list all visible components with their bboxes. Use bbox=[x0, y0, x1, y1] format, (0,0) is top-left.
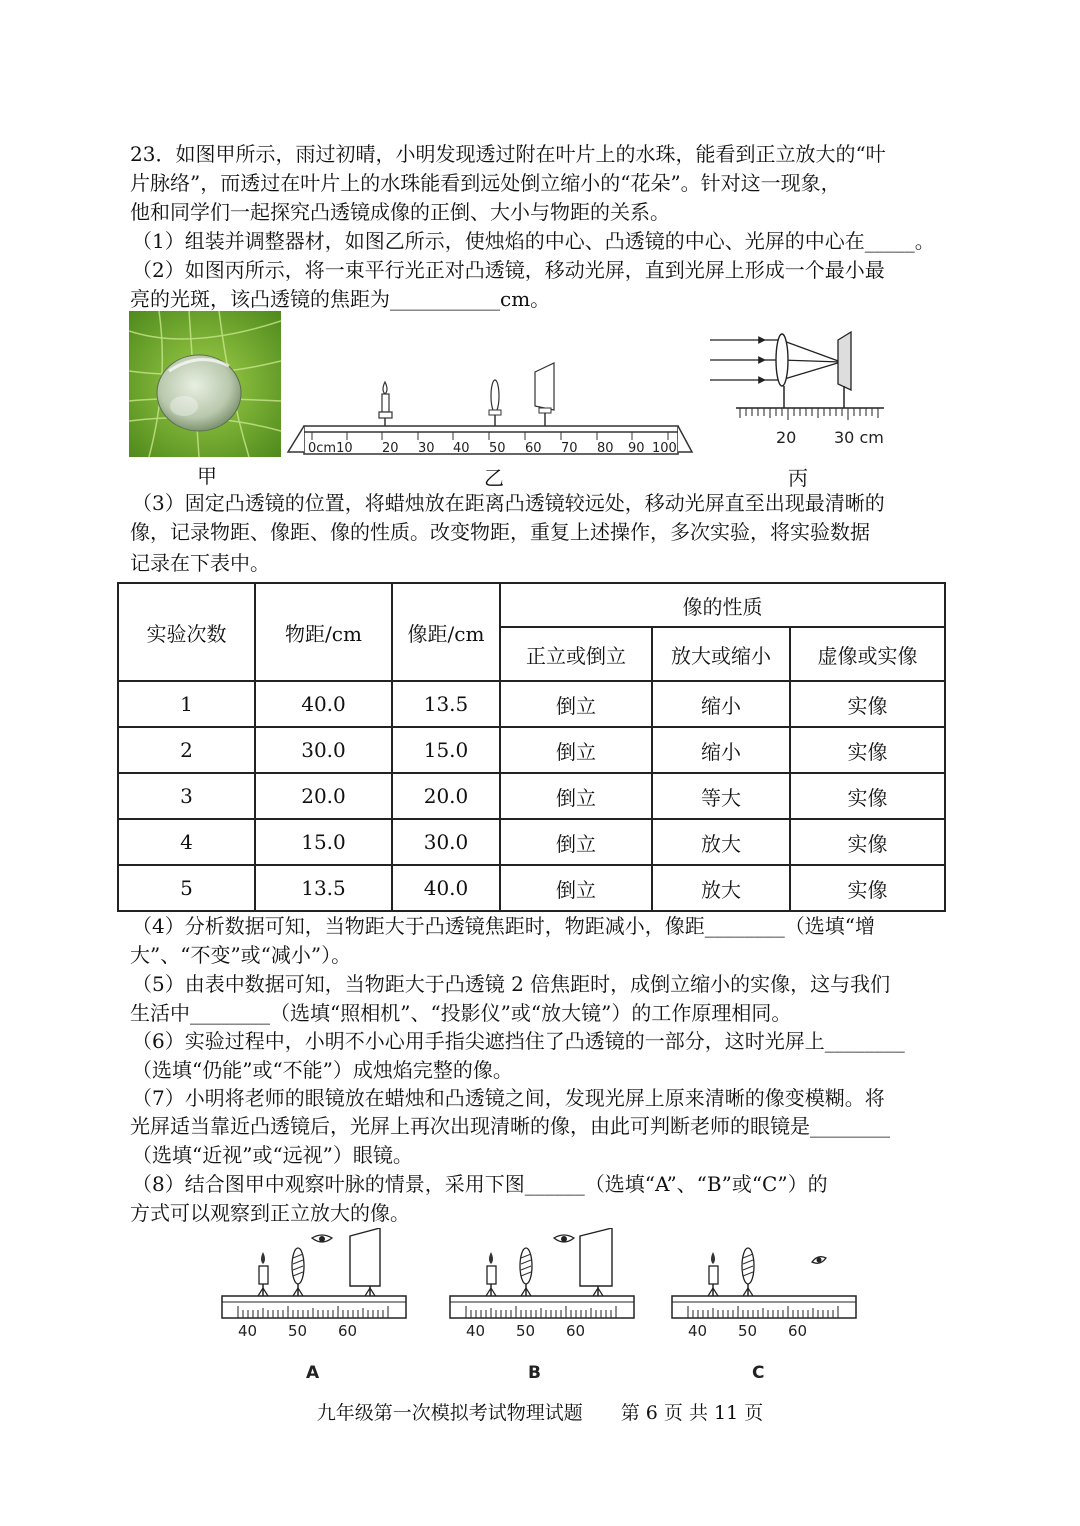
table-cell: 2 bbox=[118, 727, 255, 773]
eye-icon bbox=[554, 1235, 574, 1242]
table-row bbox=[118, 727, 945, 773]
figure-jia-label: 甲 bbox=[197, 464, 217, 488]
table-cell: 实像 bbox=[790, 727, 945, 773]
table-cell: 实像 bbox=[790, 681, 945, 727]
figure-yi-label: 乙 bbox=[484, 466, 504, 490]
eye-icon bbox=[812, 1257, 826, 1264]
table-row bbox=[118, 773, 945, 819]
ruler-tick-label: 60 bbox=[788, 1322, 808, 1340]
table-cell: 40.0 bbox=[392, 865, 500, 911]
question-part-3-line-1: （3）固定凸透镜的位置，将蜡烛放在距离凸透镜较远处，移动光屏直至出现最清晰的 bbox=[132, 491, 885, 515]
question-part-6-line-1: （6）实验过程中，小明不小心用手指尖遮挡住了凸透镜的一部分，这时光屏上________ bbox=[132, 1029, 905, 1053]
table-cell: 等大 bbox=[652, 773, 790, 819]
table-cell: 3 bbox=[118, 773, 255, 819]
table-cell: 15.0 bbox=[255, 819, 392, 865]
focal-length-figure bbox=[706, 328, 888, 452]
question-part-1: （1）组装并调整器材，如图乙所示，使烛焰的中心、凸透镜的中心、光屏的中心在_____。 bbox=[132, 229, 935, 253]
bench-tick-label: 100 bbox=[652, 441, 677, 456]
candle-icon bbox=[486, 1252, 496, 1296]
table-cell: 实像 bbox=[790, 865, 945, 911]
table-cell: 倒立 bbox=[500, 865, 652, 911]
option-b-label: B bbox=[528, 1363, 541, 1383]
table-cell: 20.0 bbox=[392, 773, 500, 819]
header-size: 放大或缩小 bbox=[652, 627, 790, 681]
leaf-droplet-photo bbox=[129, 311, 281, 457]
table-cell: 5 bbox=[118, 865, 255, 911]
optical-bench-figure bbox=[282, 360, 694, 460]
table-row bbox=[118, 819, 945, 865]
table-cell: 4 bbox=[118, 819, 255, 865]
question-part-7-line-1: （7）小明将老师的眼镜放在蜡烛和凸透镜之间，发现光屏上原来清晰的像变模糊。将 bbox=[132, 1086, 885, 1110]
figure-bing-label: 丙 bbox=[788, 466, 808, 490]
ruler-tick-label: 40 bbox=[238, 1322, 258, 1340]
table-cell: 倒立 bbox=[500, 727, 652, 773]
convex-lens-icon bbox=[489, 380, 501, 426]
ruler-tick-label: 50 bbox=[516, 1322, 536, 1340]
table-cell: 倒立 bbox=[500, 819, 652, 865]
question-part-7-line-2: 光屏适当靠近凸透镜后，光屏上再次出现清晰的像，由此可判断老师的眼镜是________ bbox=[130, 1114, 890, 1138]
question-part-7-line-3: （选填“近视”或“远视”）眼镜。 bbox=[132, 1143, 413, 1167]
question-part-3-line-2: 像，记录物距、像距、像的性质。改变物距，重复上述操作，多次实验，将实验数据 bbox=[130, 520, 870, 544]
table-cell: 20.0 bbox=[255, 773, 392, 819]
bench-tick-label: 20 bbox=[382, 441, 399, 456]
table-cell: 30.0 bbox=[255, 727, 392, 773]
question-part-4-line-1: （4）分析数据可知，当物距大于凸透镜焦距时，物距减小，像距________（选填“增 bbox=[132, 914, 875, 938]
candle-icon bbox=[708, 1252, 718, 1296]
table-row bbox=[118, 865, 945, 911]
header-image-nature: 像的性质 bbox=[500, 583, 945, 627]
convex-lens-icon bbox=[776, 334, 788, 386]
convex-lens-icon bbox=[520, 1248, 532, 1296]
convex-lens-icon bbox=[742, 1248, 754, 1296]
ruler-tick-label: 60 bbox=[566, 1322, 586, 1340]
table-cell: 缩小 bbox=[652, 681, 790, 727]
option-c-label: C bbox=[752, 1363, 765, 1383]
option-a-label: A bbox=[306, 1363, 320, 1383]
table-cell: 实像 bbox=[790, 773, 945, 819]
table-cell: 实像 bbox=[790, 819, 945, 865]
candle-icon bbox=[379, 382, 392, 426]
ruler-tick-label: 50 bbox=[738, 1322, 758, 1340]
table-cell: 13.5 bbox=[255, 865, 392, 911]
question-part-4-line-2: 大”、“不变”或“减小”）。 bbox=[130, 943, 352, 967]
ruler-tick-label: 30 cm bbox=[834, 428, 884, 447]
light-screen-icon bbox=[838, 332, 851, 390]
question-part-2-line-2: 亮的光斑，该凸透镜的焦距为___________cm。 bbox=[130, 287, 551, 311]
option-c-figure bbox=[670, 1228, 858, 1384]
table-cell: 放大 bbox=[652, 865, 790, 911]
table-cell: 30.0 bbox=[392, 819, 500, 865]
experiment-data-table bbox=[117, 582, 946, 912]
table-cell: 13.5 bbox=[392, 681, 500, 727]
page-footer: 九年级第一次模拟考试物理试题 第 6 页 共 11 页 bbox=[316, 1402, 764, 1424]
question-part-5-line-1: （5）由表中数据可知，当物距大于凸透镜 2 倍焦距时，成倒立缩小的实像，这与我们 bbox=[132, 972, 891, 996]
ruler-tick-label: 60 bbox=[338, 1322, 358, 1340]
table-cell: 15.0 bbox=[392, 727, 500, 773]
bench-tick-label: 80 bbox=[597, 441, 614, 456]
header-object-distance: 物距/cm bbox=[255, 583, 392, 681]
light-screen-icon bbox=[350, 1228, 380, 1296]
bench-tick-label: 30 bbox=[418, 441, 435, 456]
bench-tick-label: 60 bbox=[525, 441, 542, 456]
table-cell: 倒立 bbox=[500, 773, 652, 819]
ruler-tick-label: 40 bbox=[688, 1322, 708, 1340]
question-intro-line-2: 片脉络”，而透过在叶片上的水珠能看到远处倒立缩小的“花朵”。针对这一现象， bbox=[130, 171, 841, 195]
question-part-8-line-1: （8）结合图甲中观察叶脉的情景，采用下图______（选填“A”、“B”或“C”）的 bbox=[132, 1172, 828, 1196]
bench-tick-label: 0cm10 bbox=[308, 441, 353, 456]
question-part-3-line-3: 记录在下表中。 bbox=[130, 551, 270, 575]
question-intro-line-3: 他和同学们一起探究凸透镜成像的正倒、大小与物距的关系。 bbox=[130, 200, 670, 224]
eye-icon bbox=[312, 1235, 332, 1242]
table-cell: 40.0 bbox=[255, 681, 392, 727]
bench-tick-label: 50 bbox=[489, 441, 506, 456]
bench-tick-label: 90 bbox=[628, 441, 645, 456]
table-row bbox=[118, 681, 945, 727]
table-cell: 1 bbox=[118, 681, 255, 727]
question-intro-line-1: 23．如图甲所示，雨过初晴，小明发现透过附在叶片上的水珠，能看到正立放大的“叶 bbox=[130, 142, 886, 166]
light-screen-icon bbox=[580, 1228, 612, 1296]
bench-tick-label: 70 bbox=[561, 441, 578, 456]
option-a-figure bbox=[220, 1228, 408, 1384]
header-trial: 实验次数 bbox=[118, 583, 255, 681]
header-image-distance: 像距/cm bbox=[392, 583, 500, 681]
ruler-tick-label: 50 bbox=[288, 1322, 308, 1340]
light-screen-icon bbox=[535, 363, 554, 426]
question-part-6-line-2: （选填“仍能”或“不能”）成烛焰完整的像。 bbox=[132, 1058, 513, 1082]
ruler-tick-label: 20 bbox=[776, 428, 797, 447]
convex-lens-icon bbox=[292, 1248, 304, 1296]
question-part-2-line-1: （2）如图丙所示，将一束平行光正对凸透镜，移动光屏，直到光屏上形成一个最小最 bbox=[132, 258, 885, 282]
ruler-tick-label: 40 bbox=[466, 1322, 486, 1340]
table-cell: 缩小 bbox=[652, 727, 790, 773]
table-cell: 倒立 bbox=[500, 681, 652, 727]
header-type: 虚像或实像 bbox=[790, 627, 945, 681]
question-part-5-line-2: 生活中________（选填“照相机”、“投影仪”或“放大镜”）的工作原理相同。 bbox=[130, 1001, 792, 1025]
table-cell: 放大 bbox=[652, 819, 790, 865]
option-b-figure bbox=[448, 1228, 636, 1384]
candle-icon bbox=[258, 1252, 268, 1296]
header-upright: 正立或倒立 bbox=[500, 627, 652, 681]
bench-tick-label: 40 bbox=[453, 441, 470, 456]
question-part-8-line-2: 方式可以观察到正立放大的像。 bbox=[130, 1201, 410, 1225]
